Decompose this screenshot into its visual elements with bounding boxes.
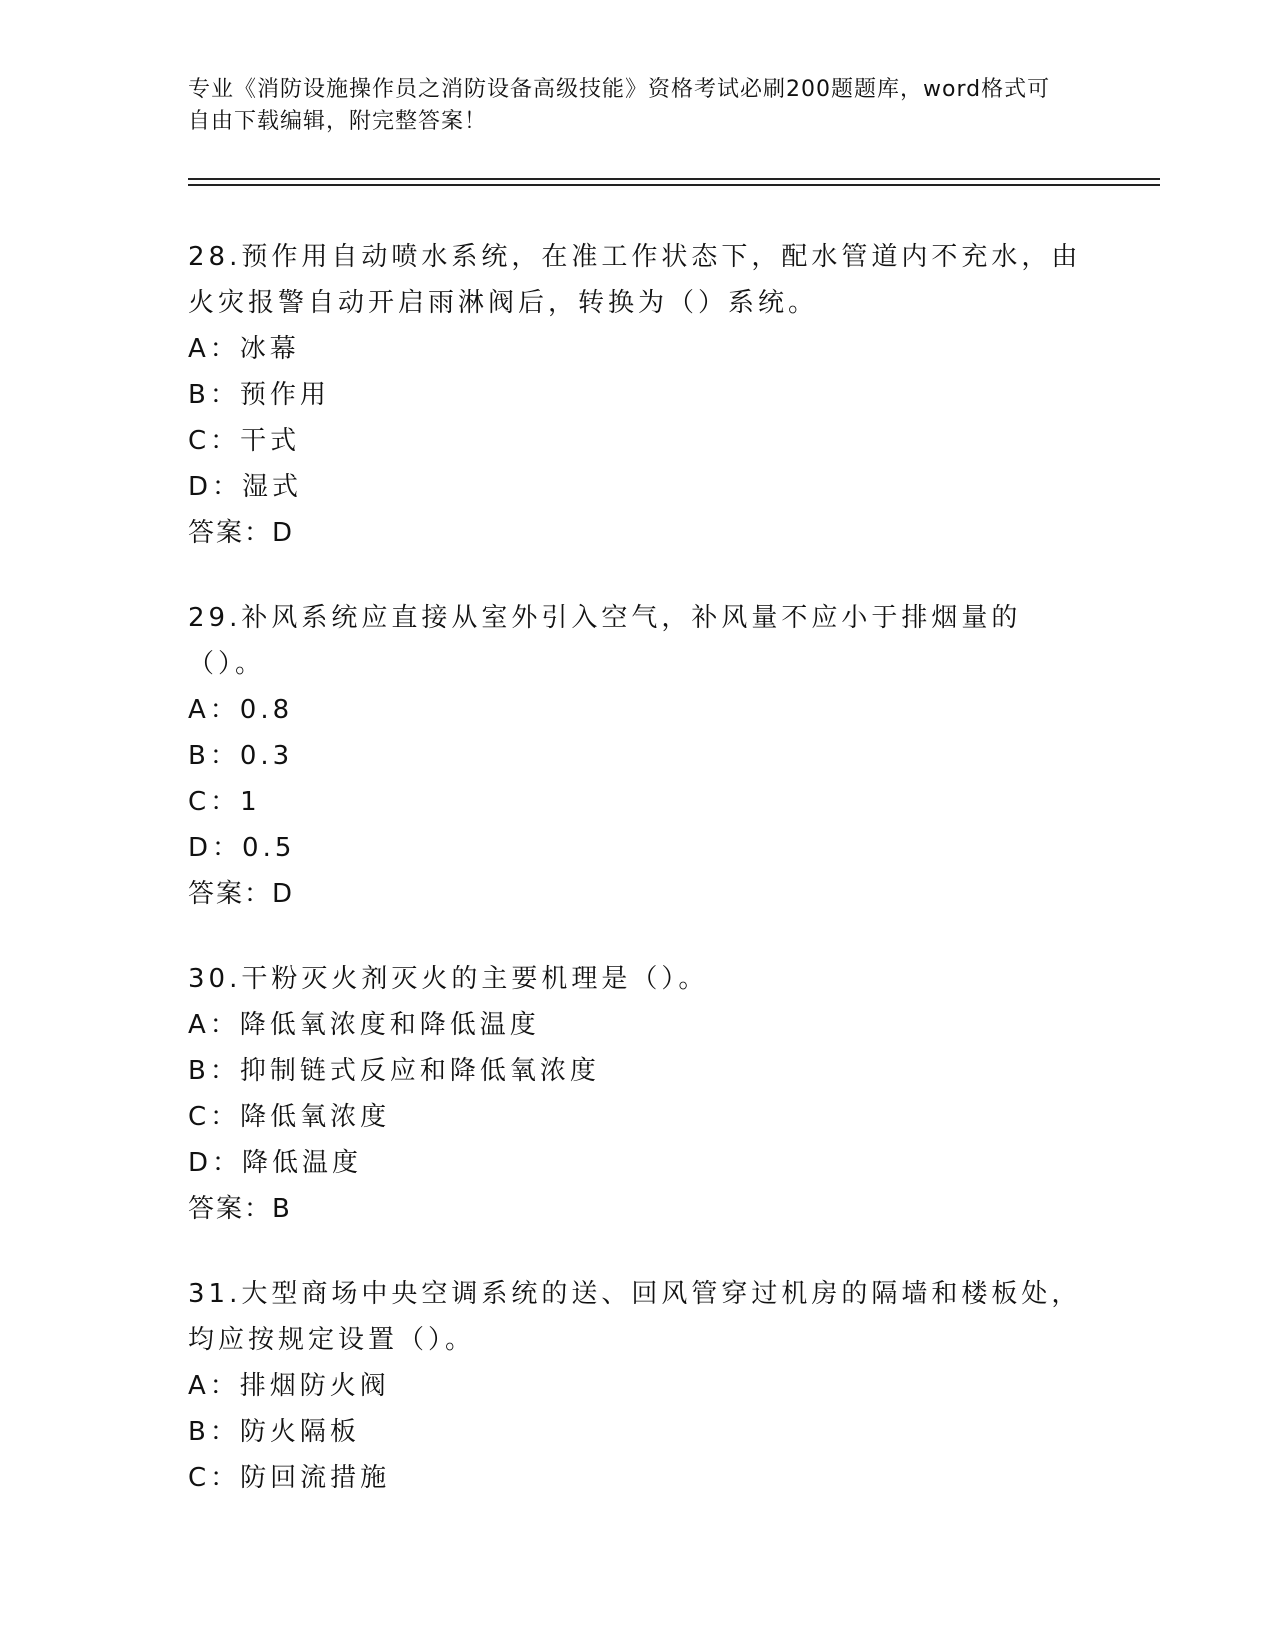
question-28 bbox=[188, 234, 1088, 556]
option-a: A：冰幕 bbox=[188, 334, 300, 364]
question-31 bbox=[188, 1271, 1088, 1501]
answer-label: 答案：B bbox=[188, 1194, 292, 1224]
question-text: 30.干粉灭火剂灭火的主要机理是（）。 bbox=[188, 964, 709, 994]
option-b: B：抑制链式反应和降低氧浓度 bbox=[188, 1056, 600, 1086]
option-b: B：预作用 bbox=[188, 380, 330, 410]
question-29 bbox=[188, 595, 1088, 917]
option-a: A：排烟防火阀 bbox=[188, 1371, 390, 1401]
option-b: B：防火隔板 bbox=[188, 1417, 360, 1447]
option-a: A：降低氧浓度和降低温度 bbox=[188, 1010, 540, 1040]
option-c: C：干式 bbox=[188, 426, 301, 456]
option-a: A：0.8 bbox=[188, 695, 294, 725]
answer-label: 答案：D bbox=[188, 879, 295, 909]
option-c: C：防回流措施 bbox=[188, 1463, 391, 1493]
question-text: 29.补风系统应直接从室外引入空气，补风量不应小于排烟量的（）。 bbox=[188, 603, 1022, 679]
question-30 bbox=[188, 956, 1088, 1232]
document-header: 专业《消防设施操作员之消防设备高级技能》资格考试必刷200题题库，word格式可自由下载编辑，附完整答案！ bbox=[188, 77, 1051, 134]
header-rule-top bbox=[188, 178, 1160, 180]
option-c: C：1 bbox=[188, 787, 261, 817]
question-text: 31.大型商场中央空调系统的送、回风管穿过机房的隔墙和楼板处，均应按规定设置（）。 bbox=[188, 1279, 1082, 1355]
option-d: D：湿式 bbox=[188, 472, 303, 502]
answer-label: 答案：D bbox=[188, 518, 295, 548]
option-c: C：降低氧浓度 bbox=[188, 1102, 391, 1132]
question-list bbox=[188, 234, 1088, 1540]
question-text: 28.预作用自动喷水系统，在准工作状态下，配水管道内不充水，由火灾报警自动开启雨淋阀后，转换为（）系统。 bbox=[188, 242, 1082, 318]
option-d: D：0.5 bbox=[188, 833, 296, 863]
header-rule-bottom bbox=[188, 184, 1160, 186]
option-b: B：0.3 bbox=[188, 741, 294, 771]
option-d: D：降低温度 bbox=[188, 1148, 363, 1178]
